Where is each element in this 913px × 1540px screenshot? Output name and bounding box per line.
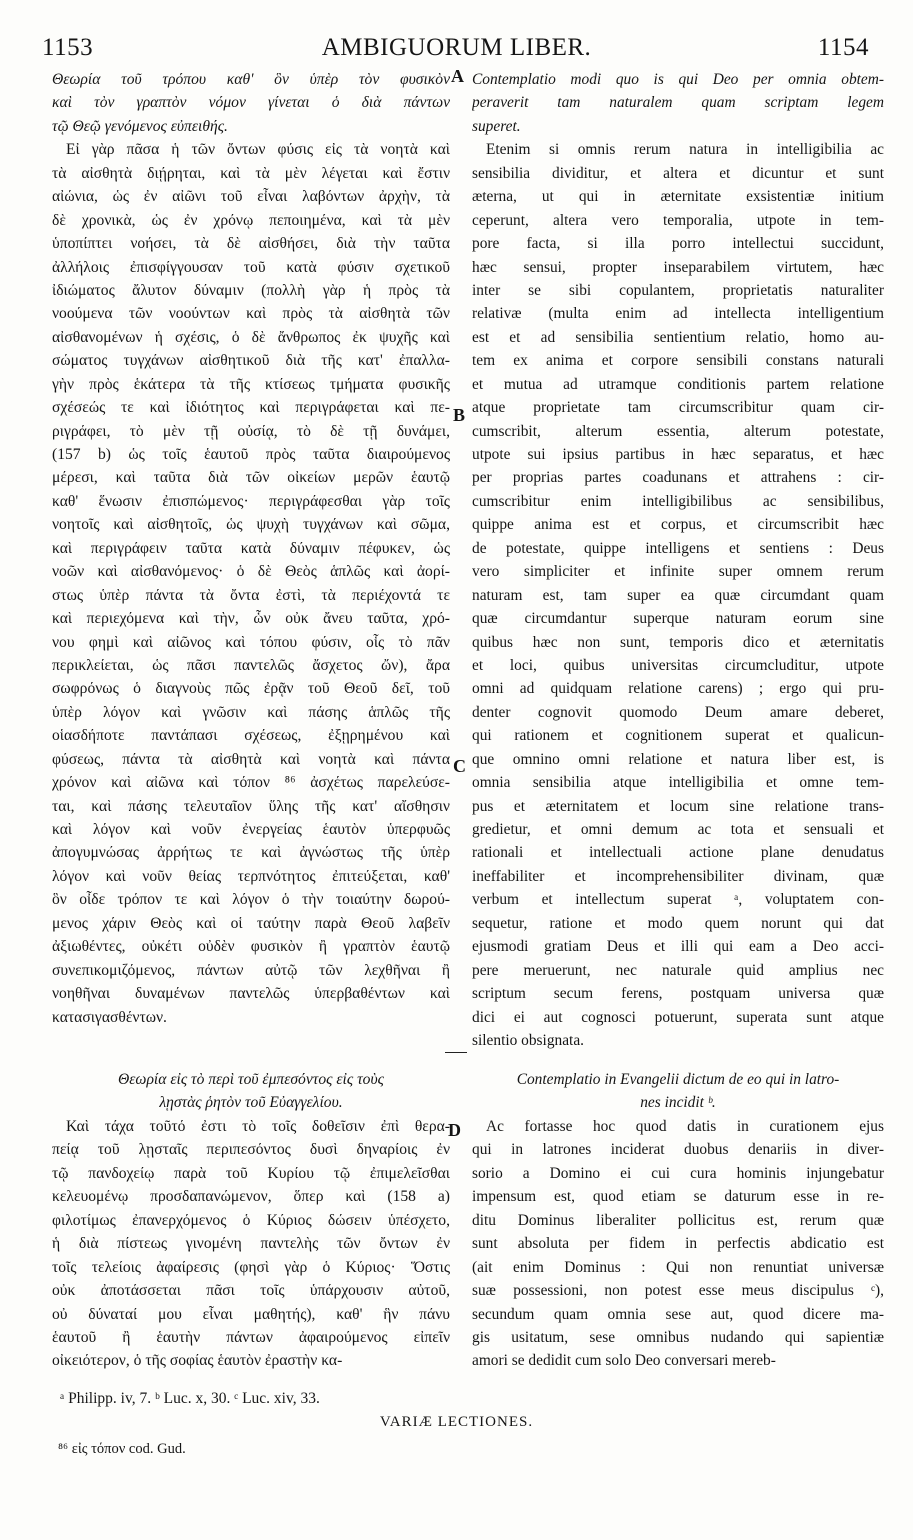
latin-text-line: silentio obsignata. [472,1031,584,1049]
latin-text-line: rationali et intellectuali actione plane denudatus [472,844,884,862]
greek-text-line: (157 b) ὡς τοῖς ἑαυτοῦ πρὸς ταῦτα διαιρούμενος [52,446,450,463]
greek-text-line: τῷ Θεῷ γενόμενος εὐπειθής. [52,117,228,135]
greek-text-line: Θεωρία τοῦ τρόπου καθ' ὃν ὑπὲρ τὸν φυσικὸν [52,71,450,88]
latin-text-line: ceperunt, altera vero temporalia, utpote in tem- [472,211,884,229]
variae-lectiones-heading: VARIÆ LECTIONES. [379,1414,534,1430]
margin-marker-a: A [451,66,464,86]
page-number-left: 1153 [42,34,94,61]
greek-text-line: γὴν πρὸς ἑκάτερα τὰ τῆς κτίσεως τμήματα φυσικῆς [52,375,450,393]
latin-text-line: sunt absoluta per fidem in perfectis abdicatio est [472,1235,884,1253]
latin-text-line: dici ei aut cognosci potuerunt, superata sunt atque [472,1008,884,1026]
latin-text-line: gis usitatum, sese omnibus nudando qui sapientiæ [472,1328,884,1346]
greek-column [52,68,450,1029]
greek-text-line: ται, καὶ πάσης τελευταῖον ὕλης τῆς κατ' αἴσθησιν [52,797,450,815]
greek-text-line: ριγράφει, τὸ μὲν τῇ οὐσίᾳ, τὸ δὲ τῇ δυνάμει, [52,422,450,440]
greek-text-line: φύσεως, πάντα τὰ αἰσθητὰ καὶ νοητὰ καὶ πάντα [52,750,450,768]
greek-text-line: ἀξιωθέντες, οὐκέτι οὐδὲν φυσικὸν ἢ γραπτὸν ἑαυτῷ [52,938,450,956]
latin-text-line: inter se sibi copulantem, proprietatis naturaliter [472,281,884,299]
greek-text-line: τοῖς τελείοις ἀφαίρεσις (φησὶ γὰρ ὁ Κύριος· Ὅστις [52,1258,450,1276]
latin-section2-title [472,1068,884,1115]
latin-text-line: relativæ (multa enim ad intellecta intelligentium [472,305,884,323]
latin-text-line: hæc sensui, propter inseparabilem virtutem, hæc [472,258,884,276]
latin-text-line: quippe anima est et corpus, et circumscribit hæc [472,516,884,534]
latin-text-line: atque proprietate tam circumscribitur quam cir- [472,399,884,417]
latin-text-line: sensibilia dividitur, et altera et dicuntur et sunt [472,164,884,182]
greek-text-line: καὶ λόγον καὶ νοῦν ἐνεργείας ἑαυτὸν ὑπερφυῶς [52,821,450,838]
latin-text-line: qui in latrones inciderat duobus denariis in diver- [472,1141,884,1159]
latin-text-line: impensum est, quod etiam se daturum esse in re- [472,1188,884,1206]
latin-section2-body [472,1115,884,1373]
margin-marker-c: C [453,756,466,776]
latin-text-line: scriptum secum ferens, postquam universa quæ [472,985,884,1003]
latin-text-line: superet. [472,117,521,135]
latin-text-line: Contemplatio modi quo is qui Deo per omnia obtem- [472,71,884,88]
latin-text-line: quæ circumdantur superque naturam eorum sine [472,610,884,628]
greek-text-line: λόγον καὶ νοῦν θείας τερπνότητος ἐπιτεύξεται, καθ' [52,867,450,885]
latin-text-line: cumscribit, alterum essentia, alterum potestate, [472,422,884,440]
latin-text-line: secundum quam omnia sese aut, quod dicere ma- [472,1305,884,1323]
latin-column [472,68,884,1052]
greek-text-line: δὲ χρονικὰ, ὡς ἐν χρόνῳ πεποιημένα, καὶ τὰ μὲν [52,211,450,229]
latin-text-line: que omnino omni relatione et natura liber est, is [472,750,884,768]
latin-text-line: ineffabiliter et incomprehensibiliter divinam, quæ [472,867,884,885]
latin-text-line: et mutua ad utramque conditionis partem relatione [472,375,884,393]
greek-text-line: ἡ διὰ πίστεως γινομένη παντελὴς τῶν ὄντων ἐν [52,1235,450,1253]
variant-reading: ⁸⁶ εἰς τόπον cod. Gud. [58,1441,186,1457]
latin-text-line: pus et æternitatem et locum sine relatione trans- [472,797,884,815]
greek-text-line: ὑπὲρ λόγον καὶ γνῶσιν καὶ πάσης ἁπλῶς τῆς [52,703,450,721]
greek-text-line: νοητοῖς καὶ αἰσθητοῖς, ὡς ψυχὴ τυγχάνων καὶ σῶμα, [52,516,450,534]
latin-text-line: naturam est, tam super ea quæ circumdant quam [472,586,884,604]
greek-text-line: πείᾳ τοῦ λῃσταῖς περιπεσόντος δυσὶ δηναρίοις ἐν [52,1141,450,1159]
margin-marker-b: B [453,405,466,425]
latin-text-line: sequetur, ratione et modo quem norunt qui dat [472,914,884,932]
latin-title-line: nes incidit ᵇ. [640,1094,716,1112]
greek-text-line: τῷ πανδοχείῳ παρὰ τοῦ Κυρίου τῷ ἐπιμελεῖσθαι [52,1164,450,1182]
greek-text-line: ἀπογυμνώσας ἀρρήτως τε καὶ ἀγνώστως τῆς ὑπὲρ [52,844,450,862]
latin-text-line: verbum et intellectum superat ᵃ, voluptatem con- [472,891,884,909]
greek-text-line: νοηθῆναι δυναμένων παντελῶς ὑπερβαθέντων καὶ [52,985,450,1003]
greek-text-line: ὑποπίπτει νοήσει, τὰ δὲ αἰσθήσει, διὰ τὴν ταῦτα [52,235,450,253]
latin-text-line: gredietur, et omni demum ac tota et sensuali et [472,821,884,838]
greek-text-line: νου φημὶ καὶ αἰῶνος καὶ τόπου φύσιν, οἷς τὸ πᾶν [52,633,450,651]
greek-text-line: περικλείεται, ὡς πᾶσι παντελῶς ἄσχετος ὤν), ἄρα [52,656,450,674]
greek-text-line: νοούμενα τῶν νοούντων καὶ πρὸς τὰ αἰσθητὰ τῶν [52,305,450,323]
latin-text-line: et loci, quibus universitas circumcluditur, utpote [472,656,884,674]
greek-text-line: ὃν οἶδε τρόπον τε καὶ λόγον ὁ τὴν τοιαύτην δωρού- [52,891,450,909]
greek-text-line: στως ὑπὲρ πάντα τὰ ὄντα ἐστὶ, τὰ περιέχοντά τε [52,586,450,604]
latin-title-line: Contemplatio in Evangelii dictum de eo qui in latro- [516,1071,840,1088]
scripture-references: ᵃ Philipp. iv, 7. ᵇ Luc. x, 30. ᶜ Luc. xiv, 33. [60,1390,320,1407]
latin-text-line: amori se dedidit cum solo Deo conversari mereb- [472,1352,776,1370]
latin-text-line: suæ possessioni, non potest esse meus discipulus ᶜ), [472,1282,884,1300]
greek-text-line: μέρεσι, καὶ ταῦτα διὰ τῶν οἰκείων μερῶν ἑαυτῷ [52,469,450,487]
greek-text-line: σώματος τυγχάνων αἰσθητικοῦ διὰ τῆς κατ' ἐπαλλα- [52,352,450,370]
running-title: AMBIGUORUM LIBER. [321,34,592,61]
greek-text-line: οἱασδήποτε παντάπασι σχέσεως, ἐξῃρημένου καὶ [52,727,450,745]
greek-text-line: αἰώνια, ὡς ἐν αἰῶνι τοῦ εἶναι λαβόντων ἀρχὴν, τὰ [52,188,450,206]
latin-text-line: sorio a Domino ei cui cura hominis injungebatur [472,1164,884,1182]
section-divider [445,1052,467,1053]
latin-text-line: omni ad quidquam relatione carens) ; ergo qui pru- [472,680,884,698]
latin-text-line: per proprias partes coadunans et attrahens : cir- [472,469,884,487]
greek-text-line: καὶ περιγράφειν ταῦτα κατὰ δύναμιν πέφυκεν, ὡς [52,539,450,557]
greek-text-line: ἀλλήλοις ἐπισφίγγουσαν τοῦ κατὰ φύσιν σχετικοῦ [52,258,450,276]
page-header [0,34,913,64]
greek-text-line: οὐ δύναταί μου εἶναι μαθητής), καθ' ἣν πάνυ [52,1305,450,1323]
greek-text-line: καὶ τὸν γραπτὸν νόμον γίνεται ὁ διὰ πάντων [52,94,450,112]
greek-text-line: κελευομένῳ προσδαπανώμενον, ὅπερ καὶ (158 a) [52,1188,450,1206]
greek-text-line: καθ' ἕνωσιν ἐπισπώμενος· περιγράφεσθαι γὰρ τοῖς [52,492,450,510]
greek-text-line: μενος χάριν Θεὸς καὶ οἱ ταύτην παρὰ Θεοῦ λαβεῖν [52,914,450,932]
greek-section2-title [52,1068,450,1115]
latin-text-line: pore facta, si illa porro intellectui succidunt, [472,235,884,253]
greek-text-line: χρόνον καὶ αἰῶνα καὶ τόπον ⁸⁶ ἀσχέτως παρελεύσε- [52,774,450,792]
latin-text-line: denter cognovit quomodo Deum amare deberet, [472,703,884,721]
latin-text-line: (ait enim Dominus : Qui non renuntiat universæ [472,1258,884,1276]
greek-text-line: ἰδιώματος ἄλυτον δύναμιν (πολλὴ γὰρ ἡ πρὸς τὰ [52,281,450,299]
greek-text-line: σωφρόνως ὁ διαγνοὺς πῶς ἐρᾷν τοῦ Θεοῦ δεῖ, τοῦ [52,680,450,698]
latin-text-line: vero simpliciter et infinite super omnem rerum [472,563,884,581]
latin-text-line: tem ex anima et corpore sensibili constans naturali [472,352,884,370]
latin-text-line: pere meruerunt, nec naturale quid amplius nec [472,961,884,979]
latin-text-line: peraverit tam naturalem quam scriptam legem [472,94,884,112]
latin-text-line: ditu Dominus liberaliter pollicitus est, rerum quæ [472,1211,884,1229]
latin-text-line: utpote sui ipsius partibus in hæc separatus, et hæc [472,446,884,463]
greek-text-line: καὶ περιεχόμενα καὶ τὴν, ὧν οὐκ ἄνευ ταῦτα, χρό- [52,610,450,628]
latin-text-line: omnia sensibilia atque intelligibilia et omne tem- [472,774,884,792]
latin-text-line: est et ad sensibilia sentientium relatio, homo au- [472,328,884,346]
latin-text-line: Etenim si omnis rerum natura in intelligibilia ac [486,141,884,159]
greek-text-line: κατασιγασθέντων. [52,1008,167,1026]
greek-text-line: Εἰ γὰρ πᾶσα ἡ τῶν ὄντων φύσις εἰς τὰ νοητὰ καὶ [66,141,450,159]
greek-text-line: Καὶ τάχα τοῦτό ἐστι τὸ τοῖς δοθεῖσιν ἐπὶ θερα- [66,1118,450,1135]
greek-title-line: λῃστὰς ῥητὸν τοῦ Εὐαγγελίου. [159,1094,343,1112]
greek-text-line: ἑαυτοῦ ἢ ἑαυτὴν πάντων ἀφαιρούμενος εἰπεῖν [52,1328,450,1346]
latin-text-line: quibus hæc non sunt, temporis dico et æternitatis [472,633,884,651]
page-number-right: 1154 [817,34,869,61]
greek-title-line: Θεωρία εἰς τὸ περὶ τοῦ ἐμπεσόντος εἰς τοὺς [118,1071,384,1088]
margin-marker-d: D [448,1120,461,1140]
greek-text-line: νοῶν καὶ αἰσθανόμενος· ὁ δὲ Θεὸς ἁπλῶς καὶ ἀορί- [52,563,450,581]
greek-text-line: τὰ αἰσθητὰ διῄρηται, καὶ τὰ μὲν λέγεται καὶ ἔστιν [52,164,450,182]
latin-text-line: ejusmodi gratiam Deus et illi qui eam a Deo acci- [472,938,884,956]
greek-text-line: σχέσεώς τε καὶ ἰδιότητος καὶ περιγράφεται καὶ πε- [52,399,450,417]
greek-text-line: οἰκειότερον, ὁ τῆς σοφίας ἑαυτὸν ἐραστὴν κα- [52,1352,343,1370]
latin-text-line: qui rationem et cognitionem superat et qualicun- [472,727,884,745]
latin-text-line: cumscribitur enim intelligibilibus ac sensibilibus, [472,492,884,510]
latin-text-line: æterna, ut qui in æternitate exsistentiæ initium [472,188,884,206]
greek-text-line: φιλοτίμως ἐπανερχόμενος ὁ Κύριος δώσειν ὑπέσχετο, [52,1211,450,1229]
greek-section2-body [52,1115,450,1373]
greek-text-line: οὐκ ἀποτάσσεται πᾶσι τοῖς ὑπάρχουσιν αὐτοῦ, [52,1282,450,1300]
latin-text-line: de potestate, quippe intelligens et sentiens : Deus [472,539,884,557]
greek-text-line: αἰσθανομένων ἡ σχέσις, ὁ δὲ ἄνθρωπος ἐκ ψυχῆς καὶ [52,328,450,346]
latin-text-line: Ac fortasse hoc quod datis in curationem ejus [486,1118,884,1135]
greek-text-line: συνεπικομιζόμενος, πάντων αὐτῷ τῶν λεχθῆναι ἢ [52,961,450,979]
